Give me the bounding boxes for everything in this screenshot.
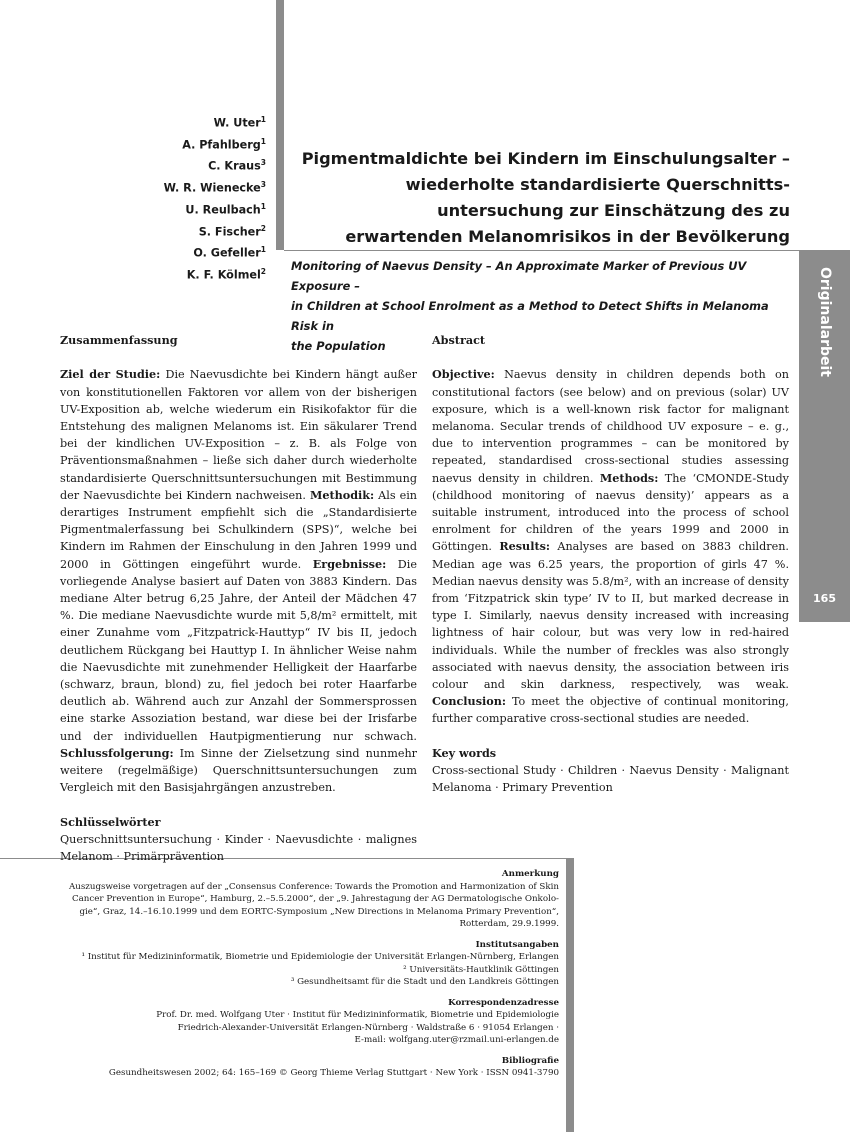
note-heading: Institutsangaben (475, 939, 559, 950)
author: U. Reulbach$^1$ (185, 201, 266, 217)
title-line: wiederholte standardisierte Querschnitts- (405, 175, 790, 194)
paper-title (284, 146, 790, 250)
note-line: Friedrich-Alexander-Universität Erlangen-Nürnberg · Waldstraße 6 · 91054 Erlangen · (177, 1022, 559, 1033)
note-line: gie“, Graz, 14.–16.10.1999 und dem EORTC-Symposium „New Directions in Melanoma Primary Prevention“, (79, 906, 559, 917)
abstract-text: Ziel der Studie: Die Naevusdichte bei Kindern hängt außer von konstitutionellen Faktoren vor allem von der bisherigen UV-Exposition ab, welche wiederum ein Risikofaktor für die Entstehung des malignen Melanoms ist. Ein säkularer Trend bei der kindlichen UV-Exposition – z. B. als Folge von Präventionsmaßnahmen – ließe sich daher durch wiederholte standardisierte Querschnittsuntersuchungen mit Bestimmung der Naevusdichte bei Kindern nachweisen. Methodik: Als ein derartiges Instrument empfiehlt sich die „Standardisierte Pigmentmalerfassung bei Schulkindern (SPS)“, welche bei Kindern im Rahmen der Einschulung in den Jahren 1999 und 2000 in Göttingen eingeführt wurde. Ergebnisse: Die vorliegende Analyse basiert auf Daten von 3883 Kindern. Das mediane Alter betrug 6,25 Jahre, der Anteil der Mädchen 47 %. Die mediane Naevusdichte wurde mit 5,8/m² ermittelt, mit einer Zunahme vom „Fitzpatrick-Hauttyp“ IV bis II, jedoch deutlichem Rückgang bei Hauttyp I. In ähnlicher Weise nahm die Naevusdichte mit zunehmender Helligkeit der Haarfarbe (schwarz, braun, blond) zu, fiel jedoch bei roter Haarfarbe deutlich ab. Während auch zur Anzahl der Sommersprossen eine starke Assoziation bestand, war diese bei der Irisfarbe und der individuellen Hautpigmentierung nur schwach. Schlussfolgerung: Im Sinne der Zielsetzung sind nunmehr weitere (regelmäßige) Querschnittsuntersuchungen zum Vergleich mit den Basisjahrgängen anzustreben. (60, 367, 417, 795)
note-heading: Bibliografie (501, 1055, 559, 1066)
abstract-text: Objective: Naevus density in children depends both on constitutional factors (see below) and on previous (solar) UV exposure, which is a well-known risk factor for malignant melanoma. Secular trends of childhood UV exposure – e. g., due to intervention programmes – can be monitored by repeated, standardised cross-sectional studies assessing naevus density in children. Methods: The ‘CMONDE-Study (childhood monitoring of naevus density)’ appears as a suitable instrument, introduced into the process of school enrolment for children of the years 1999 and 2000 in Göttingen. Results: Analyses are based on 3883 children. Median age was 6.25 years, the proportion of girls 47 %. Median naevus density was 5.8/m², with an increase of density from ‘Fitzpatrick skin type’ IV to II, but marked decrease in type I. Similarly, naevus density increased with increasing lightness of hair colour, but was very low in red-haired individuals. While the number of freckles was also strongly associated with naevus density, the association between iris colour and skin darkness, respectively, was weak. Conclusion: To meet the objective of continual monitoring, further comparative cross-sectional studies are needed. (432, 367, 789, 726)
note-line: Auszugsweise vorgetragen auf der „Consensus Conference: Towards the Promotion and Harmonization of Skin (68, 881, 559, 892)
page-number: 165 (813, 592, 836, 605)
author: W. Uter$^1$ (213, 115, 266, 130)
author: S. Fischer$^2$ (198, 223, 266, 239)
note-line: Prof. Dr. med. Wolfgang Uter · Institut für Medizininformatik, Biometrie und Epidemiologie (156, 1010, 559, 1020)
subtitle-line: the Population (291, 339, 386, 353)
title-line: Pigmentmaldichte bei Kindern im Einschulungsalter – (301, 149, 790, 168)
german-abstract (60, 332, 417, 865)
article-notes (60, 868, 559, 1080)
subtitle-line: Monitoring of Naevus Density – An Approximate Marker of Previous UV Exposure – (291, 259, 747, 293)
author: K. F. Kölmel$^2$ (186, 267, 266, 282)
author: C. Kraus$^3$ (208, 158, 266, 174)
note-heading: Korrespondenzadresse (448, 997, 559, 1008)
keywords-heading: Key words (432, 745, 497, 760)
notes-accent-bar (566, 858, 574, 1132)
section-heading: Zusammenfassung (60, 333, 178, 347)
author: O. Gefeller$^1$ (193, 245, 266, 261)
note-line: ² Universitäts-Hautklinik Göttingen (403, 964, 559, 975)
author-list (100, 111, 266, 285)
note-line: Rotterdam, 29.9.1999. (459, 919, 559, 929)
top-accent-bar (276, 0, 284, 250)
keywords: Querschnittsuntersuchung · Kinder · Naevusdichte · malignes Melanom · Primärprävention (60, 832, 417, 864)
title-line: erwartenden Melanomrisikos in der Bevölkerung (345, 227, 790, 246)
note-line: ³ Gesundheitsamt für die Stadt und den Landkreis Göttingen (290, 977, 559, 987)
author: W. R. Wienecke$^3$ (163, 180, 266, 195)
english-abstract (432, 332, 789, 796)
keywords: Cross-sectional Study · Children · Naevus Density · Malignant Melanoma · Primary Prevention (432, 764, 789, 795)
author: A. Pfahlberg$^1$ (182, 136, 266, 152)
section-label: Originalarbeit (816, 267, 833, 377)
note-line: Gesundheitswesen 2002; 64: 165–169 © Georg Thieme Verlag Stuttgart · New York · ISSN 0941-3790 (108, 1068, 559, 1078)
note-line: E-mail: wolfgang.uter@rzmail.uni-erlangen.de (354, 1035, 559, 1045)
title-line: untersuchung zur Einschätzung des zu (437, 201, 790, 220)
section-heading: Abstract (432, 333, 486, 347)
subtitle-line: in Children at School Enrolment as a Method to Detect Shifts in Melanoma Risk in (291, 299, 769, 333)
note-line: ¹ Institut für Medizininformatik, Biometrie und Epidemiologie der Universität Erlangen-Nürnberg, Erlangen (81, 952, 559, 962)
keywords-heading: Schlüsselwörter (60, 814, 161, 829)
note-heading: Anmerkung (501, 869, 559, 879)
note-line: Cancer Prevention in Europe“, Hamburg, 2.–5.5.2000“, der „9. Jahrestagung der AG Dermatologische Onkolo- (71, 894, 559, 904)
title-rule (284, 250, 799, 251)
